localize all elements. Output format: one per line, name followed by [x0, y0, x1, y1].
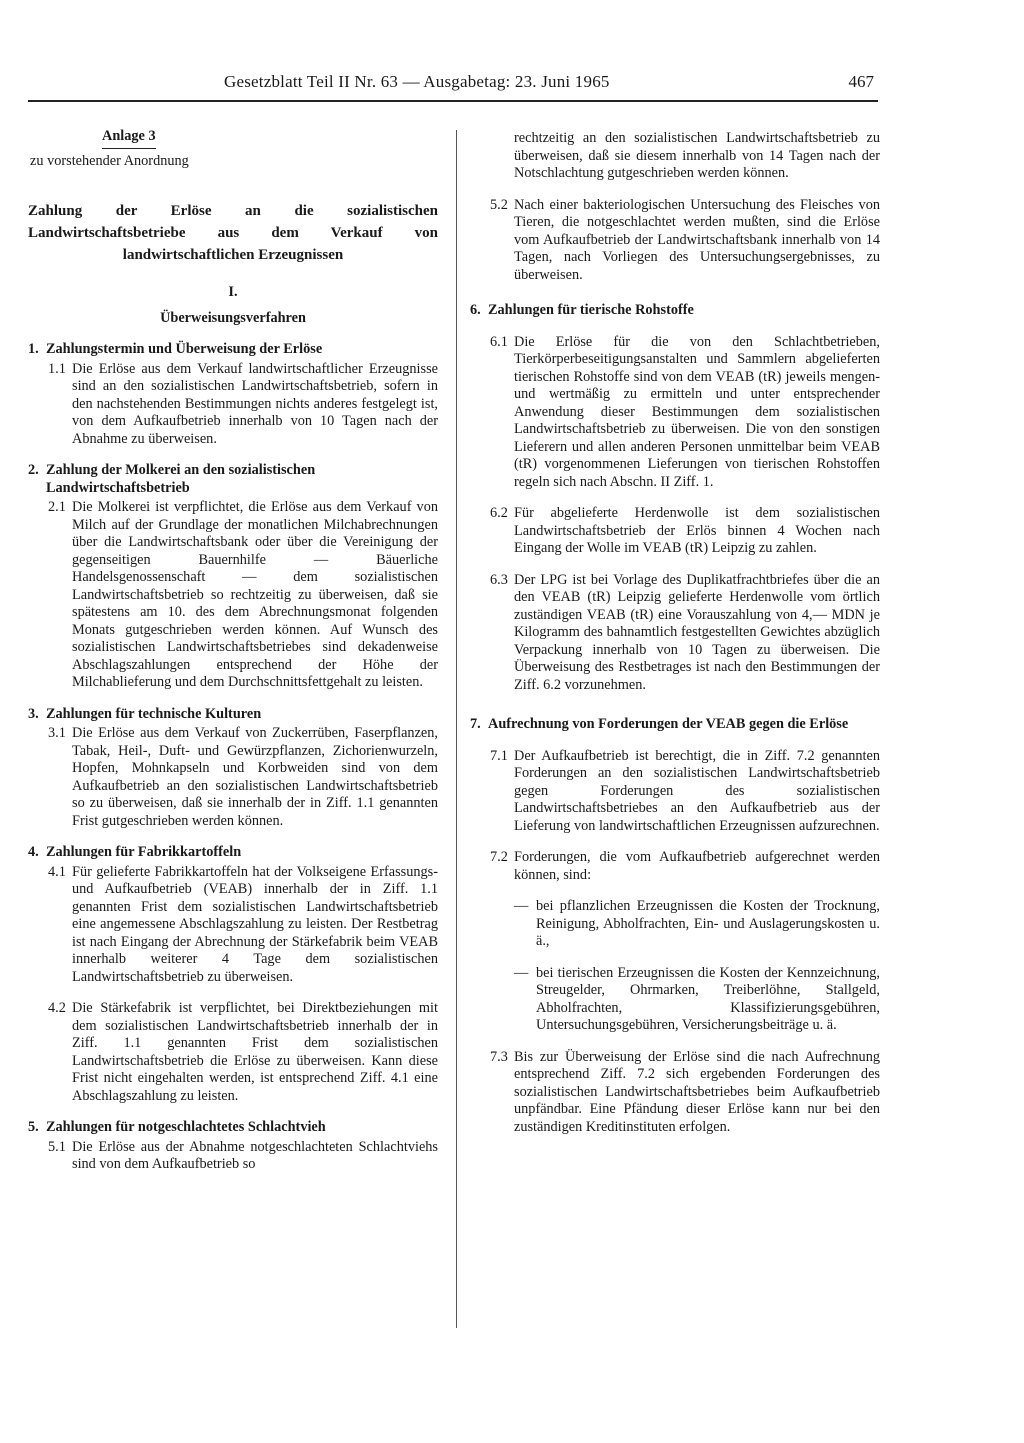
paragraph-number: 6.1: [490, 333, 508, 350]
dash-item-text: bei pflanzlichen Erzeugnissen die Kosten der Trocknung, Reinigung, Abholfrachten, Ein- und Auslagerungskosten u. ä.,: [536, 898, 880, 949]
paragraph-number: 6.2: [490, 505, 508, 521]
part-number: I.: [228, 284, 238, 300]
paragraph-text: Der LPG ist bei Vorlage des Duplikatfrachtbriefes über die an den VEAB (tR) Leipzig gelieferte Herdenwolle vom örtlich zuständigen VEAB (tR) eine Vorauszahlung von 4,— MDN je Kilogramm des bahnamtlich festgestellten Gewichtes abzüglich Verpackung innerhalb von 10 Tagen zu überweisen. Die Überweisung des Restbetrages ist nach den Bestimmungen der Ziff. 6.2 vorzunehmen.: [514, 571, 880, 693]
paragraph-text: Für abgelieferte Herdenwolle ist dem sozialistischen Landwirtschaftsbetrieb der Erlös binnen 4 Wochen nach Eingang der Wolle im VEAB (tR) Leipzig zu zahlen.: [514, 505, 880, 556]
paragraph-number: 7.2: [490, 849, 508, 865]
section-2-heading: [28, 462, 438, 497]
dash-bullet: —: [514, 898, 529, 914]
anlage-subtitle: zu vorstehender Anordnung: [30, 152, 189, 169]
paragraph-text: Die Molkerei ist verpflichtet, die Erlöse aus dem Verkauf von Milch auf der Grundlage der monatlichen Milchabrechnungen über die Landwirtschaftsbank oder über die Vereinigung der gegenseitigen Bauernhilfe — Bäuerliche Handelsgenossenschaft — dem sozialistischen Landwirtschaftsbetrieb so rechtzeitig zu überweisen, daß sie spätestens am 10. des dem Abrechnungsmonat folgenden Monats gutgeschrieben werden können. Auf Wunsch des sozialistischen Landwirtschaftsbetriebes sind dekadenweise Abschlagszahlungen entsprechend der Höhe der Milchablieferung und dem Durchschnittsfettgehalt zu leisten.: [72, 499, 438, 690]
paragraph-text: Die Erlöse aus der Abnahme notgeschlachteten Schlachtviehs sind von dem Aufkaufbetrieb so: [72, 1138, 438, 1172]
paragraph-text: Forderungen, die vom Aufkaufbetrieb aufgerechnet werden können, sind:: [514, 849, 880, 883]
paragraph-6-3: [470, 572, 880, 695]
section-7-heading: [470, 716, 880, 734]
paragraph-7-1: [470, 748, 880, 836]
section-4-heading: [28, 844, 438, 862]
section-number: 2.: [28, 462, 39, 478]
section-3-heading: [28, 706, 438, 724]
section-number: 6.: [470, 302, 481, 318]
section-title: Zahlungen für technische Kulturen: [46, 705, 262, 722]
paragraph-text: Nach einer bakteriologischen Untersuchung des Fleisches von Tieren, die notgeschlachtet werden mußten, sind die Erlöse vom Aufkaufbetrieb der Landwirtschaftsbank innerhalb von 14 Tagen, nach Vorliegen des Untersuchungsergebnisses, zu überweisen.: [514, 196, 880, 283]
header-title: Gesetzblatt Teil II Nr. 63 — Ausgabetag: 23. Juni 1965: [224, 72, 610, 91]
section-number: 4.: [28, 844, 39, 860]
paragraph-text: Die Stärkefabrik ist verpflichtet, bei Direktbeziehungen mit dem sozialistischen Landwirtschaftsbetrieb innerhalb der in Ziff. 1.1 genannten Frist dem sozialistischen Landwirtschaftsbetrieb die Erlöse zu überweisen. Kann diese Frist nicht eingehalten werden, ist entsprechend Ziff. 4.1 eine Abschlagszahlung zu leisten.: [72, 1000, 438, 1104]
dash-list-item: [514, 898, 880, 951]
paragraph-3-1: [28, 725, 438, 830]
paragraph-2-1: [28, 499, 438, 692]
paragraph-5-1: [28, 1139, 438, 1174]
paragraph-6-1: [470, 334, 880, 492]
paragraph-text: Der Aufkaufbetrieb ist berechtigt, die in Ziff. 7.2 genannten Forderungen an den sozialistischen Landwirtschaftsbetrieb gegen Forderungen des sozialistischen Landwirtschaftsbetriebes an den Aufkaufbetrieb aus der Lieferung von landwirtschaftlichen Erzeugnissen aufzurechnen.: [514, 747, 880, 834]
paragraph-text: Für gelieferte Fabrikkartoffeln hat der Volkseigene Erfassungs- und Aufkaufbetrieb (VEAB) innerhalb der in Ziff. 1.1 genannten Frist dem sozialistischen Landwirtschaftsbetrieb eine angemessene Abschlagszahlung zu leisten. Der Restbetrag ist nach Eingang der Abrechnung der Stärkefabrik beim VEAB innerhalb weiterer 4 Tage dem sozialistischen Landwirtschaftsbetrieb zu überweisen.: [72, 863, 438, 985]
section-number: 5.: [28, 1119, 39, 1135]
paragraph-number: 5.2: [490, 196, 508, 213]
section-5-heading: [28, 1119, 438, 1137]
paragraph-text: Bis zur Überweisung der Erlöse sind die nach Aufrechnung entsprechend Ziff. 7.2 sich ergebenden Forderungen des sozialistischen Landwirtschaftsbetriebes beim Aufkaufbetrieb unpfändbar. Eine Pfändung dieser Erlöse kann nur bei den zuständigen Kreditinstituten erfolgen.: [514, 1048, 880, 1135]
paragraph-1-1: [28, 361, 438, 449]
dash-item-text: bei tierischen Erzeugnissen die Kosten der Kennzeichnung, Streugelder, Ohrmarken, Treiberlöhne, Stallgeld, Abholfrachten, Klassifizierungsgebühren, Untersuchungsgebühren, Versicherungsbeiträge u. ä.: [536, 964, 880, 1033]
paragraph-number: 1.1: [48, 360, 66, 377]
paragraph-number: 6.3: [490, 571, 508, 588]
section-6-heading: [470, 302, 880, 320]
paragraph-text: Die Erlöse aus dem Verkauf landwirtschaftlicher Erzeugnisse sind an den sozialistischen Landwirtschaftsbetrieb, sofern in den nachstehenden Bestimmungen nichts anderes festgelegt ist, von dem Aufkaufbetrieb innerhalb von 10 Tagen nach der Abnahme zu überweisen.: [72, 360, 438, 447]
paragraph-number: 7.3: [490, 1048, 508, 1065]
paragraph-text: Die Erlöse für die von den Schlachtbetrieben, Tierkörperbeseitigungsanstalten und Sammlern abgelieferten tierischen Rohstoffe sind von dem VEAB (tR) jeweils mengen- und wertmäßig zu ermitteln und unter entsprechender Anwendung dieser Bestimmungen dem sozialistischen Landwirtschaftsbetrieb zu überweisen. Die von den sonstigen Lieferern und allen anderen Personen unmittelbar beim VEAB (tR) vorgenommenen Lieferungen von tierischen Rohstoffen regeln sich nach Abschn. II Ziff. 1.: [514, 333, 880, 490]
section-title: Zahlung der Molkerei an den sozialistischen Landwirtschaftsbetrieb: [46, 462, 316, 496]
section-number: 3.: [28, 705, 39, 722]
paragraph-number: 4.1: [48, 863, 66, 880]
paragraph-7-2: [470, 849, 880, 884]
paragraph-number: 7.1: [490, 747, 508, 764]
paragraph-number: 3.1: [48, 725, 66, 741]
section-title: Zahlungstermin und Überweisung der Erlöse: [46, 341, 323, 357]
paragraph-7-3: [470, 1049, 880, 1137]
section-number: 1.: [28, 341, 39, 357]
paragraph-number: 5.1: [48, 1138, 66, 1155]
section-title: Zahlungen für notgeschlachtetes Schlachtvieh: [46, 1119, 326, 1135]
dash-bullet: —: [514, 964, 529, 981]
column-divider: [456, 130, 457, 1328]
right-column: [470, 128, 880, 1136]
document-title: Zahlung der Erlöse an die sozialistischen Landwirtschaftsbetriebe aus dem Verkauf von landwirtschaftlichen Erzeugnissen: [28, 203, 438, 263]
paragraph-5-2: [470, 197, 880, 285]
section-title: Zahlungen für tierische Rohstoffe: [488, 302, 694, 318]
paragraph-5-1-continued: [470, 130, 880, 183]
paragraph-text: Die Erlöse aus dem Verkauf von Zuckerrüben, Faserpflanzen, Tabak, Heil-, Duft- und Gewürzpflanzen, Zichorienwurzeln, Hopfen, Mohnkapseln und Korbweiden sind von dem Aufkaufbetrieb an den sozialistischen Landwirtschaftsbetrieb so zu überweisen, daß sie innerhalb der in Ziff. 1.1 genannten Frist gutgeschrieben werden können.: [72, 725, 438, 829]
anlage-label: Anlage 3: [102, 128, 156, 149]
section-title: Zahlungen für Fabrikkartoffeln: [46, 844, 242, 860]
paragraph-4-1: [28, 864, 438, 987]
part-title: Überweisungsverfahren: [160, 309, 306, 326]
section-1-heading: [28, 341, 438, 359]
left-column: [28, 128, 438, 1174]
paragraph-number: 2.1: [48, 499, 66, 515]
page-header: [28, 70, 878, 102]
paragraph-4-2: [28, 1000, 438, 1105]
paragraph-number: 4.2: [48, 1000, 66, 1016]
section-number: 7.: [470, 716, 481, 732]
section-title: Aufrechnung von Forderungen der VEAB gegen die Erlöse: [488, 716, 849, 732]
paragraph-6-2: [470, 505, 880, 558]
dash-list-item: [514, 965, 880, 1035]
page-number: 467: [848, 72, 874, 91]
paragraph-text: rechtzeitig an den sozialistischen Landwirtschaftsbetrieb zu überweisen, daß sie diesem innerhalb von 14 Tagen nach der Notschlachtung gutgeschrieben werden können.: [514, 130, 880, 181]
